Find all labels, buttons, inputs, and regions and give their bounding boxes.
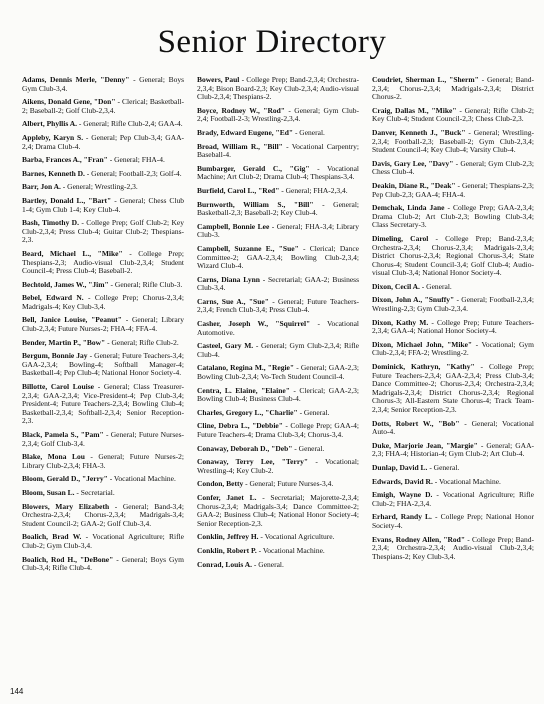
directory-entry	[22, 170, 184, 179]
student-activities: - General; Future Nurses-3,4.	[245, 479, 334, 489]
student-name: Conaway, Deborah D., "Deb"	[197, 443, 293, 453]
directory-entry	[197, 129, 359, 138]
student-activities: - Vocational Machine.	[109, 474, 176, 484]
student-activities: - General; Future Teachers-3,4; GAA-2,3,4; Bowling-4; Softball Manager-4; Basketball-4; Pep Club-4; National Honor Society-4.	[22, 351, 184, 378]
directory-entry	[22, 197, 184, 214]
directory-entry	[197, 364, 359, 381]
student-name: Craig, Dallas M., "Mike"	[372, 105, 457, 115]
directory-entry	[372, 235, 534, 278]
student-activities: - General.	[299, 407, 330, 417]
directory-entry	[197, 342, 359, 359]
directory-entry	[372, 160, 534, 177]
student-activities: - Vocational Automotive.	[197, 319, 359, 337]
directory-entry	[197, 561, 359, 570]
student-name: Bloom, Gerald D., "Jerry"	[22, 474, 108, 484]
student-name: Davis, Gary Lee, "Davy"	[372, 158, 454, 168]
student-name: Casteel, Gary M.	[197, 341, 254, 351]
student-name: Bergum, Bonnie Jay	[22, 351, 88, 361]
directory-entry	[372, 478, 534, 487]
student-activities: - General; Thespians-2,3; Pep Club-2,3; GAA-4; FHA-4.	[372, 180, 535, 199]
student-name: Dixon, John A., "Snuffy"	[372, 295, 455, 305]
student-name: Aikens, Donald Gene, "Don"	[22, 97, 116, 107]
directory-entry	[197, 76, 359, 102]
directory-entry	[197, 422, 359, 439]
student-activities: - Vocational Machine.	[434, 476, 501, 486]
student-activities: - General.	[421, 281, 452, 291]
directory-entry	[197, 245, 359, 271]
student-name: Confer, Janet L.	[197, 492, 257, 502]
directory-entry	[197, 187, 359, 196]
student-name: Dimeling, Carol	[372, 233, 429, 243]
student-activities: - General; Boys Gym Club-3,4; Rifle Club-4.	[22, 554, 184, 573]
student-name: Centra, L. Elaine, "Elaine"	[197, 385, 290, 395]
student-activities: - General.	[429, 462, 460, 472]
student-activities: - General; Rifle Club-2,4; GAA-4.	[78, 119, 183, 129]
student-activities: - General; Future Teachers-2,3,4; French Club-3,4; Press Club-4.	[197, 296, 359, 315]
directory-entry	[22, 431, 184, 448]
student-activities: - General.	[294, 443, 325, 453]
student-activities: - General; Gym Club-2,3; Chess Club-4.	[372, 158, 535, 177]
student-activities: - General; Class Treasurer-2,3,4; GAA-2,3,4; Vice-President-4; Pep Club-3,4; President-4; Future Teachers-2,3,4; Bowling Club-4; Basketball-2,3,4; Softball-2,3,4; Senior Reception-2,3.	[22, 382, 184, 426]
directory-entry	[22, 383, 184, 426]
student-name: Bartley, Donald L., "Bart"	[22, 195, 112, 205]
page-number: 144	[10, 687, 24, 696]
student-activities: - General; FHA-2,3,4.	[281, 185, 348, 195]
student-name: Conklin, Jeffrey H.	[197, 532, 259, 542]
student-name: Dixon, Michael John, "Mike"	[372, 339, 473, 349]
student-activities: - General; Library Club-2,3,4; Future Nurses-2; FHA-4; FFA-4.	[22, 315, 185, 334]
student-name: Campbell, Suzanne E., "Sue"	[197, 243, 299, 253]
student-name: Dixon, Kathy M.	[372, 317, 429, 327]
student-name: Boalich, Brad W.	[22, 532, 82, 542]
directory-entry	[22, 489, 184, 498]
directory-entry	[22, 183, 184, 192]
student-activities: - General; Gym Club-2,4; Football-2-3; Wrestling-2,3,4.	[197, 105, 360, 124]
directory-entry	[22, 98, 184, 115]
directory-entry	[372, 341, 534, 358]
student-name: Demchak, Linda Jane	[372, 203, 445, 213]
student-name: Bash, Timothy D.	[22, 218, 79, 228]
student-name: Barba, Frances A., "Fran"	[22, 155, 108, 165]
directory-entry	[197, 143, 359, 160]
student-name: Boyce, Rodney W., "Rod"	[197, 105, 285, 115]
directory-entry	[372, 283, 534, 292]
student-activities: - General; Pep Club-3,4; GAA-2,4; Drama Club-4.	[22, 132, 185, 151]
directory-entry	[22, 316, 184, 333]
directory-entry	[22, 219, 184, 245]
student-activities: - Vocational Machine.	[258, 545, 325, 555]
directory-entry	[22, 294, 184, 311]
student-activities: - General; Vocational Auto-4.	[372, 418, 534, 437]
directory-entry	[372, 536, 534, 562]
student-activities: - Secretarial; Majorette-2,3,4; Chorus-2,3,4; Madrigals-3,4; Dance Committee-2; GAA-2; Business Club-4; National Honor Society-4; Senior Reception-2,3.	[197, 492, 360, 528]
student-name: Carns, Sue A., "Sue"	[197, 296, 269, 306]
student-name: Black, Pamela S., "Pam"	[22, 430, 104, 439]
student-activities: - General; Rifle Club-2.	[107, 337, 179, 347]
student-name: Bumbarger, Gerald C., "Gig"	[197, 163, 310, 173]
student-name: Duke, Marjorie Jean, "Margie"	[372, 440, 478, 450]
directory-entry	[197, 223, 359, 240]
student-name: Albert, Phyllis A.	[22, 119, 78, 129]
directory-entry	[372, 464, 534, 473]
student-name: Coudriet, Sherman L., "Sherm"	[372, 75, 479, 84]
student-name: Erhard, Randy L.	[372, 512, 432, 522]
directory-entry	[372, 107, 534, 124]
directory-entry	[22, 76, 184, 93]
directory-entry	[372, 491, 534, 508]
directory-entry	[22, 475, 184, 484]
student-activities: - College Prep; Band-2,3,4; Orchestra-2,3,4; Audio-visual Club-2,3,4; Thespians-2; Key Club-3,4.	[372, 534, 534, 561]
student-activities: - General; Future Nurses-2,3,4; Golf Club-3,4.	[22, 430, 185, 448]
student-name: Burfield, Carol L., "Red"	[197, 185, 280, 195]
student-activities: - Secretarial; GAA-2; Business Club-3,4.	[197, 274, 359, 293]
directory-entry	[372, 296, 534, 313]
student-activities: - Clerical; Basketball-2; Baseball-2; Golf Club-2,3,4.	[22, 97, 184, 115]
student-name: Danver, Kenneth J., "Buck"	[372, 127, 466, 137]
student-activities: - College Prep; Future Teachers-2,3,4; GAA-2,3,4; Press Club-3,4; Dance Committee-2; Chorus-2,3,4; Orchestra-2,3,4; Madrigals-2,3,4; District Chorus-2,3,4; Regional Chorus-3; All-Eastern State Chorus-4; Track Team-2,3,4; Senior Reception-2,3.	[372, 362, 534, 414]
student-activities: - College Prep; Band-2,3,4; Orchestra-2,3,4; Bison Board-2,3; Key Club-2,3,4; Audio-visual Club-2,3,4; Thespians-2.	[197, 75, 360, 102]
directory-entry	[372, 76, 534, 102]
directory-entry	[22, 453, 184, 470]
directory-entry	[197, 533, 359, 542]
directory-entry	[197, 480, 359, 489]
student-activities: - General; Gym Club-2,3,4; Rifle Club-4.	[197, 341, 359, 359]
student-activities: - College Prep; National Honor Society-4.	[372, 512, 535, 530]
student-activities: - Vocational Agriculture; Rifle Club-2; FHA-2,3,4.	[372, 490, 534, 508]
directory-entry	[22, 503, 184, 529]
student-name: Barr, Jon A.	[22, 182, 61, 192]
student-activities: - Vocational Machine; Art Club-2; Drama Club-4; Thespians-3,4.	[197, 163, 359, 182]
student-name: Campbell, Bonnie Lee	[197, 221, 270, 231]
student-activities: - Secretarial.	[76, 487, 115, 497]
directory-column-2	[197, 76, 359, 574]
student-activities: - General; Band-3,4; Orchestra-2,3,4; Chorus-2,3,4; Madrigals-3,4; Student Council-2; GAA-2; Golf Club-3,4.	[22, 501, 185, 528]
student-activities: - College Prep; Future Teachers-2,3,4; GAA-4; National Honor Society-4.	[372, 317, 534, 336]
directory-entry	[197, 276, 359, 293]
student-name: Bowers, Paul	[197, 75, 240, 84]
student-activities: - College Prep; GAA-4; Future Teachers-4; Drama Club-3,4; Chorus-3,4.	[197, 421, 359, 439]
student-name: Emigh, Wayne D.	[372, 490, 433, 500]
student-activities: - Vocational Carpentry; Baseball-4.	[197, 141, 360, 160]
student-name: Blake, Mona Lou	[22, 452, 85, 462]
student-name: Brady, Edward Eugene, "Ed"	[197, 127, 294, 137]
student-name: Bell, Janice Louise, "Peanut"	[22, 315, 122, 325]
student-activities: - College Prep; Thespians-2,3; Audio-visual Club-2,3,4; Student Council-4; Press Club-4; Baseball-2.	[22, 248, 185, 276]
student-activities: - Vocational Agriculture; Rifle Club-2; Gym Club-3,4.	[22, 532, 184, 550]
student-activities: - General; Wrestling-2,3.	[62, 182, 138, 192]
student-name: Dominick, Kathryn, "Kathy"	[372, 362, 475, 372]
student-name: Bebel, Edward N.	[22, 293, 84, 303]
student-activities: - College Prep; Golf Club-2; Key Club-2,3,4; Press Club-4; Guitar Club-2; Thespians-2,3.	[22, 218, 185, 245]
student-activities: - General; Football-2,3; Golf-4.	[86, 168, 182, 178]
directory-entry	[22, 533, 184, 550]
student-name: Appleby, Karyn S.	[22, 132, 84, 142]
directory-entry	[372, 420, 534, 437]
student-name: Bechtold, James W., "Jim"	[22, 279, 109, 289]
student-activities: - Vocational; Gym Club-2,3,4; FFA-2; Wrestling-2.	[372, 339, 534, 358]
directory-entry	[22, 281, 184, 290]
student-name: Deakin, Diane R., "Deak"	[372, 180, 456, 190]
directory-entry	[372, 182, 534, 199]
student-activities: - General; GAA-2,3; FHA-4; Historian-4; Gym Club-2; Art Club-4.	[372, 440, 535, 459]
student-name: Edwards, David R.	[372, 476, 433, 486]
directory-entry	[197, 107, 359, 124]
student-name: Broad, William R., "Bill"	[197, 141, 283, 151]
directory-entry	[197, 298, 359, 315]
student-activities: - General; Basketball-2,3; Baseball-2; Key Club-4.	[197, 199, 359, 218]
student-activities: - Vocational Agriculture.	[260, 532, 335, 542]
student-name: Beard, Michael L., "Mike"	[22, 248, 123, 258]
student-activities: - Vocational; Wrestling-4; Key Club-2.	[197, 457, 360, 475]
student-name: Evans, Rodney Allen, "Rod"	[372, 534, 466, 544]
directory-entry	[22, 339, 184, 348]
student-name: Barnes, Kenneth D.	[22, 168, 85, 178]
directory-entry	[197, 445, 359, 454]
student-activities: - General; GAA-2,3; Bowling Club-2,3,4; Vo-Tech Student Council-4.	[197, 363, 360, 382]
directory-column-1	[22, 76, 184, 578]
directory-entry	[22, 352, 184, 378]
directory-entry	[197, 387, 359, 404]
student-name: Blowers, Mary Elizabeth	[22, 501, 110, 511]
directory-entry	[22, 156, 184, 165]
student-name: Charles, Gregory L., "Charlie"	[197, 407, 298, 417]
directory-entry	[197, 494, 359, 528]
student-activities: - College Prep; Band-2,3,4; Orchestra-2,3,4; Chorus-2,3,4; Madrigals-2,3,4; District Chorus-2,3,4; Regional Chorus-3,4; State Chorus-4; Student Council-3,4; Golf Club-4; Audio-visual Club-3,4; National Honor Society-4.	[372, 233, 534, 278]
student-name: Boalich, Rod H., "DeBone"	[22, 554, 114, 564]
page-title: Senior Directory	[157, 24, 387, 60]
student-activities: - General; Chess Club 1-4; Gym Club 1-4; Key Club-4.	[22, 195, 184, 214]
student-activities: - General; Wrestling-2,3,4; Football-2,3; Baseball-2; Gym Club-2,3,4; Student Council-4; Key Club-4; Varsity Club-4.	[372, 127, 535, 155]
student-name: Dunlap, David L.	[372, 462, 428, 472]
student-name: Dixon, Cecil A.	[372, 281, 420, 291]
student-name: Casher, Joseph W., "Squirrel"	[197, 319, 311, 329]
directory-entry	[22, 134, 184, 151]
student-activities: - General; FHA-4.	[109, 155, 165, 165]
directory-entry	[22, 120, 184, 129]
directory-column-3	[372, 76, 534, 566]
directory-entry	[372, 513, 534, 530]
student-name: Dotts, Robert W., "Bob"	[372, 418, 460, 428]
student-activities: - General.	[253, 559, 284, 569]
directory-entry	[197, 320, 359, 337]
directory-entry	[22, 556, 184, 573]
student-name: Carns, Diana Lynn	[197, 274, 260, 284]
student-activities: - General; Rifle Club-2; Key Club-4; Student Council-2,3; Chess Club-2,3.	[372, 105, 534, 124]
student-name: Cline, Debra L., "Debbie"	[197, 421, 283, 431]
student-name: Bloom, Susan L.	[22, 487, 75, 497]
student-activities: - General.	[294, 127, 325, 137]
student-activities: - College Prep; GAA-2,3,4; Drama Club-2; Art Club-2,3; Bowling Club-3,4; Class Secretary-3.	[372, 203, 535, 230]
directory-entry	[372, 129, 534, 155]
student-name: Burnworth, William S., "Bill"	[197, 199, 314, 209]
student-name: Conklin, Robert P.	[197, 545, 257, 555]
student-name: Conrad, Louis A.	[197, 559, 253, 569]
student-activities: - General; FHA-3,4; Library Club-3.	[197, 221, 360, 240]
directory-entry	[372, 363, 534, 415]
student-activities: - General; Rifle Club-3.	[110, 279, 183, 289]
directory-entry	[197, 547, 359, 556]
directory-entry	[372, 204, 534, 230]
student-activities: - College Prep; Chorus-2,3,4; Madrigals-4; Key Club-3,4.	[22, 293, 184, 311]
directory-entry	[197, 201, 359, 218]
student-activities: - General; Future Nurses-2; Library Club-2,3,4; FHA-3.	[22, 452, 185, 470]
student-name: Adams, Dennis Merle, "Denny"	[22, 75, 130, 84]
directory-entry	[197, 409, 359, 418]
student-activities: - General; Band-2,3,4; Chorus-2,3,4; Madrigals-2,3,4; District Chorus-2.	[372, 75, 534, 102]
student-activities: - Clerical; GAA-2,3; Bowling Club-4; Business Club-4.	[197, 385, 359, 404]
student-name: Billotte, Carol Louise	[22, 382, 95, 392]
student-name: Condon, Betty	[197, 479, 244, 489]
student-activities: - General; Boys Gym Club-3,4.	[22, 75, 184, 93]
student-name: Conaway, Terry Lee, "Terry"	[197, 457, 309, 467]
directory-entry	[372, 442, 534, 459]
directory-entry	[197, 458, 359, 475]
student-name: Bender, Martin P., "Bow"	[22, 337, 106, 347]
student-name: Catalano, Regina M., "Regie"	[197, 363, 295, 373]
student-activities: - General; Football-2,3,4; Wrestling-2,3; Gym Club-2,3,4.	[372, 295, 535, 314]
directory-entry	[197, 165, 359, 182]
student-activities: - Clerical; Dance Committee-2; GAA-2,3,4; Bowling Club-2,3,4; Wizard Club-4.	[197, 243, 359, 271]
directory-entry	[372, 319, 534, 336]
directory-entry	[22, 250, 184, 276]
